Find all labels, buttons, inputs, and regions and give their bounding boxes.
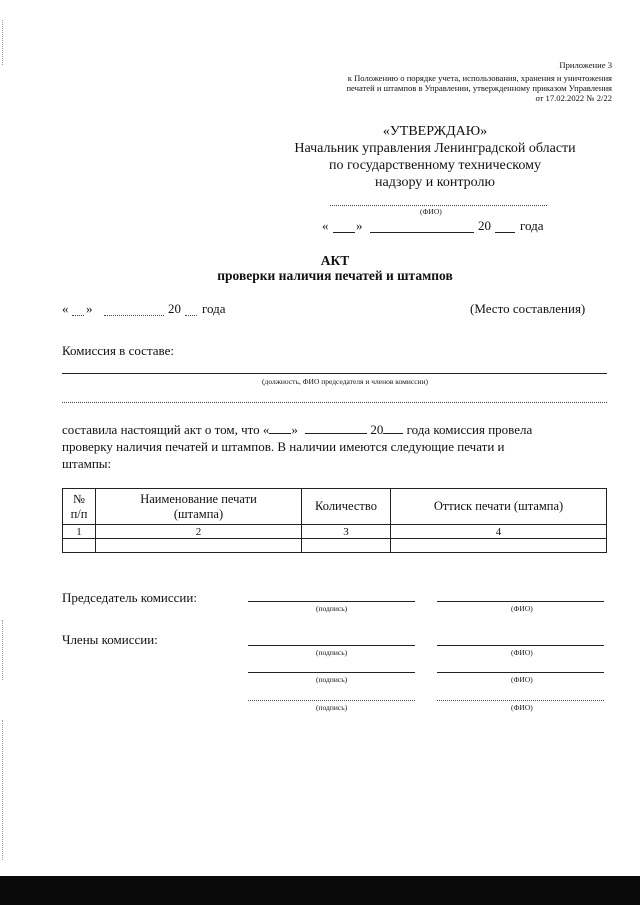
sign-caption: (подпись): [316, 604, 348, 613]
approval-block: [275, 123, 595, 191]
header-number: № п/п: [63, 489, 96, 525]
date-year-line: [185, 315, 197, 316]
body-line-3: штампы:: [62, 456, 112, 471]
header-quantity: Количество: [302, 489, 391, 525]
table-cell: 4: [391, 525, 607, 539]
scan-edge-mark: [2, 620, 3, 680]
body-line-1: [62, 422, 532, 438]
chairman-fio-line: [437, 601, 604, 602]
approval-fio-line: [330, 205, 547, 206]
scan-edge-mark: [2, 20, 3, 65]
act-subtitle: проверки наличия печатей и штампов: [217, 268, 453, 283]
member-fio-line: [437, 672, 604, 673]
commission-label: Комиссия в составе:: [62, 343, 174, 358]
sign-caption: (подпись): [316, 703, 348, 712]
members-label: Члены комиссии:: [62, 632, 158, 647]
table-row: [63, 539, 607, 553]
date-quote-close: »: [86, 301, 93, 316]
fio-caption: (ФИО): [511, 604, 533, 613]
table-cell: [302, 539, 391, 553]
member-sign-line: [248, 645, 415, 646]
header-name: Наименование печати (штампа): [96, 489, 302, 525]
act-title: АКТ: [320, 253, 350, 268]
table-cell: [96, 539, 302, 553]
approval-date-suffix: года: [520, 218, 544, 233]
approval-quote-close: »: [356, 218, 363, 233]
date-quote-open: «: [62, 301, 69, 316]
approval-line: Начальник управления Ленинградской области: [294, 141, 576, 156]
date-month-line: [104, 315, 164, 316]
date-day-line: [72, 315, 84, 316]
table-cell: 3: [302, 525, 391, 539]
approval-line: надзору и контролю: [375, 175, 495, 190]
body-text: »: [291, 422, 298, 437]
date-suffix: года: [202, 301, 226, 316]
table-row: [63, 525, 607, 539]
member-sign-line: [248, 672, 415, 673]
fio-caption: (ФИО): [511, 703, 533, 712]
body-line-2: проверку наличия печатей и штампов. В наличии имеются следующие печати и: [62, 439, 505, 454]
appendix-line: от 17.02.2022 № 2/22: [535, 93, 612, 103]
approval-month-line: [370, 232, 474, 233]
fio-caption: (ФИО): [511, 648, 533, 657]
stamps-table: [62, 488, 607, 553]
table-cell: 2: [96, 525, 302, 539]
scan-border: [0, 876, 640, 905]
approval-day-line: [333, 232, 355, 233]
date-year: 20: [168, 301, 181, 316]
fio-caption: (ФИО): [511, 675, 533, 684]
table-cell: 1: [63, 525, 96, 539]
chairman-sign-line: [248, 601, 415, 602]
appendix-line: к Положению о порядке учета, использования, хранения и уничтожения: [347, 73, 612, 83]
member-sign-line: [248, 700, 415, 701]
member-fio-line: [437, 700, 604, 701]
approval-line: по государственному техническому: [328, 158, 541, 173]
appendix-block: [346, 60, 612, 103]
approval-year: 20: [478, 218, 491, 233]
sign-caption: (подпись): [316, 648, 348, 657]
commission-caption: (должность, ФИО председателя и членов комиссии): [262, 377, 429, 386]
table-cell: [63, 539, 96, 553]
commission-line: [62, 402, 607, 403]
appendix-line: печатей и штампов в Управлении, утвержденному приказом Управления: [346, 83, 612, 93]
appendix-number: Приложение 3: [559, 60, 612, 70]
commission-line: [62, 373, 607, 374]
approval-year-line: [495, 232, 515, 233]
approval-fio-caption: (ФИО): [420, 207, 442, 216]
scan-edge-mark: [2, 720, 3, 860]
chairman-label: Председатель комиссии:: [62, 590, 197, 605]
body-text: составила настоящий акт о том, что «: [62, 422, 270, 437]
member-fio-line: [437, 645, 604, 646]
place-label: (Место составления): [470, 301, 586, 316]
table-header-row: [63, 489, 607, 525]
approval-quote-open: «: [322, 218, 329, 233]
sign-caption: (подпись): [316, 675, 348, 684]
body-text: года комиссия провела: [406, 422, 533, 437]
approval-title: «УТВЕРЖДАЮ»: [382, 124, 488, 139]
table-cell: [391, 539, 607, 553]
body-text: 20: [370, 422, 384, 437]
header-imprint: Оттиск печати (штампа): [391, 489, 607, 525]
